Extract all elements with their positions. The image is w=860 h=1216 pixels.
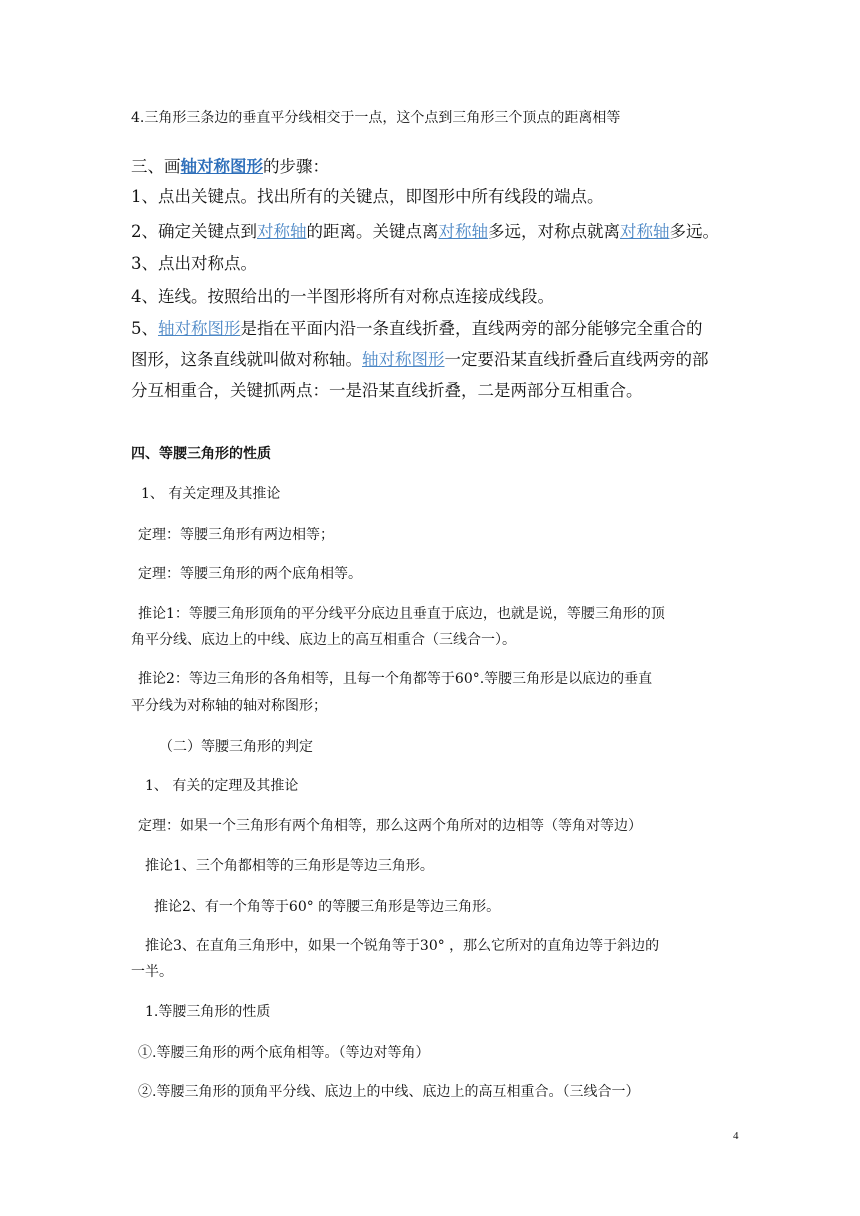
corollary-1-line-2: 角平分线、底边上的中线、底边上的高互相重合（三线合一）。: [131, 632, 516, 648]
link-axial-symmetry-figure-3[interactable]: 轴对称图形: [362, 350, 445, 369]
subsection-judgement-heading: （二）等腰三角形的判定: [159, 739, 313, 755]
step-2-part-b: 的距离。关键点离: [306, 222, 439, 241]
judgement-corollary-3-line-2: 一半。: [131, 964, 173, 980]
judgement-corollary-2: 推论2、有一个角等于60° 的等腰三角形是等边三角形。: [154, 899, 501, 915]
step-5-line-2: [131, 346, 709, 370]
corollary-2-line-2: 平分线为对称轴的轴对称图形；: [131, 698, 327, 714]
theorem-base-angles-equal: 定理：等腰三角形的两个底角相等。: [138, 566, 362, 582]
corollary-2-line-1: 推论2：等边三角形的各角相等，且每一个角都等于60°.等腰三角形是以底边的垂直: [138, 671, 653, 687]
property-2: ②.等腰三角形的顶角平分线、底边上的中线、底边上的高互相重合。（三线合一）: [138, 1084, 640, 1100]
step-2-part-c: 多远，对称点就离: [488, 222, 620, 241]
section-3-heading: [131, 153, 329, 177]
judgement-corollary-3-line-1: 推论3、在直角三角形中，如果一个锐角等于30° ，那么它所对的直角边等于斜边的: [145, 938, 660, 954]
step-5-line-2-b: 一定要沿某直线折叠后直线两旁的部: [444, 350, 709, 369]
section-4-heading: 四、等腰三角形的性质: [131, 446, 271, 462]
step-4: 4、连线。按照给出的一半图形将所有对称点连接成线段。: [131, 287, 554, 306]
step-1: 1、点出关键点。找出所有的关键点，即图形中所有线段的端点。: [131, 187, 604, 206]
corollary-1-line-1: 推论1：等腰三角形顶角的平分线平分底边且垂直于底边，也就是说，等腰三角形的顶: [138, 606, 665, 622]
judgement-corollary-1: 推论1、三个角都相等的三角形是等边三角形。: [145, 858, 434, 874]
section-3-heading-suffix: 的步骤：: [263, 157, 329, 176]
step-2-part-a: 2、确定关键点到: [131, 222, 257, 241]
link-symmetry-axis-3[interactable]: 对称轴: [620, 222, 670, 241]
step-5-line-3: 分互相重合，关键抓两点：一是沿某直线折叠，二是两部分互相重合。: [131, 381, 643, 400]
step-2: [131, 218, 719, 242]
link-symmetry-axis-2[interactable]: 对称轴: [438, 222, 488, 241]
step-2-part-d: 多远。: [669, 222, 719, 241]
theorem-two-sides-equal: 定理：等腰三角形有两边相等；: [138, 527, 334, 543]
page-number: 4: [733, 1130, 739, 1142]
paragraph-perpendicular-bisector: 4.三角形三条边的垂直平分线相交于一点，这个点到三角形三个顶点的距离相等: [131, 110, 621, 126]
link-axial-symmetry-figure-2[interactable]: 轴对称图形: [158, 319, 241, 338]
step-5-line-2-a: 图形，这条直线就叫做对称轴。: [131, 350, 362, 369]
step-5-line-1: [131, 315, 703, 339]
section-3-heading-prefix: 三、画: [131, 157, 181, 176]
link-axial-symmetry-figure[interactable]: 轴对称图形: [180, 157, 263, 176]
link-symmetry-axis-1[interactable]: 对称轴: [257, 222, 307, 241]
step-3: 3、点出对称点。: [131, 254, 257, 273]
judgement-theorem: 定理：如果一个三角形有两个角相等，那么这两个角所对的边相等（等角对等边）: [138, 818, 642, 834]
judgement-theorem-heading: 1、 有关的定理及其推论: [145, 778, 299, 794]
properties-heading: 1.等腰三角形的性质: [145, 1004, 271, 1020]
step-5-prefix: 5、: [131, 319, 158, 338]
step-5-text: 是指在平面内沿一条直线折叠，直线两旁的部分能够完全重合的: [240, 319, 703, 338]
property-1: ①.等腰三角形的两个底角相等。（等边对等角）: [138, 1045, 430, 1061]
theorem-heading: 1、 有关定理及其推论: [141, 486, 281, 502]
